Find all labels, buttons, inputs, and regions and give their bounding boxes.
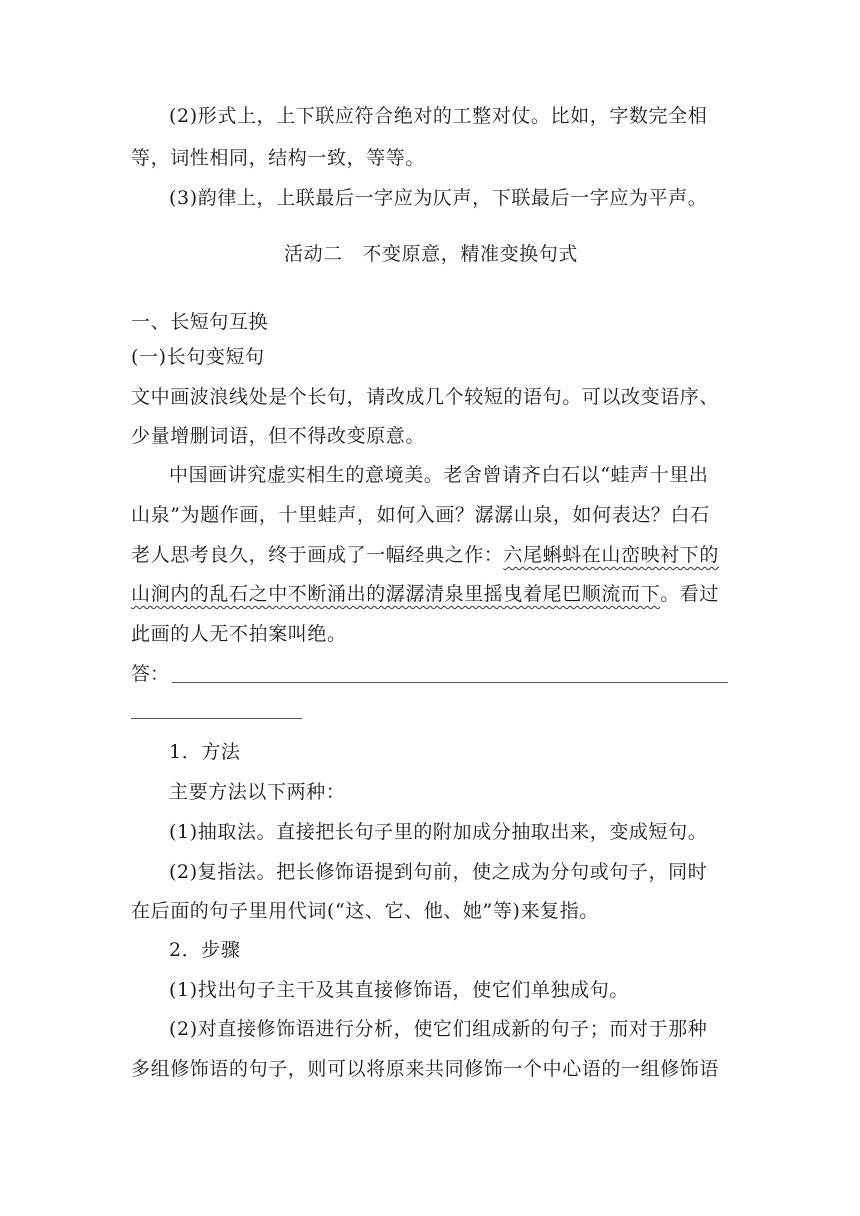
subsection-heading: (一)长句变短句 [131, 346, 265, 368]
paragraph-form-line1: (2)形式上，上下联应符合绝对的工整对仗。比如，字数完全相 [169, 105, 708, 127]
wavy-underlined-text-cont: 山涧内的乱石之中不断涌出的潺潺清泉里摇曳着尾巴顺流而下 [131, 583, 661, 605]
passage-line2: 山泉”为题作画，十里蛙声，如何入画？潺潺山泉，如何表达？白石 [131, 504, 710, 526]
passage-line4-plain: 。看过 [660, 583, 720, 605]
method-reference-line1: (2)复指法。把长修饰语提到句前，使之成为分句或句子，同时 [169, 861, 708, 883]
method-title: 1．方法 [169, 741, 241, 763]
step-two-line1: (2)对直接修饰语进行分析，使它们组成新的句子；而对于那种 [169, 1018, 708, 1040]
paragraph-form-line2: 等，词性相同，结构一致，等等。 [131, 147, 426, 169]
wavy-underlined-text: 六尾蝌蚪在山峦映衬下的 [503, 544, 720, 566]
answer-blank-line-2[interactable] [131, 718, 302, 719]
step-one: (1)找出句子主干及其直接修饰语，使它们单独成句。 [169, 979, 629, 1001]
passage-line5: 此画的人无不拍案叫绝。 [131, 623, 347, 645]
instruction-line2: 少量增删词语，但不得改变原意。 [131, 425, 426, 447]
passage-line1: 中国画讲究虚实相生的意境美。老舍曾请齐白石以“蛙声十里出 [169, 464, 709, 486]
passage-line3-plain: 老人思考良久，终于画成了一幅经典之作： [131, 544, 504, 566]
method-reference-line2: 在后面的句子里用代词(“这、它、他、她”等)来复指。 [131, 900, 599, 922]
passage-line3 [131, 543, 731, 567]
answer-label: 答： [131, 663, 170, 685]
activity-heading: 活动二 不变原意，精准变换句式 [283, 243, 578, 265]
method-intro: 主要方法以下两种： [169, 781, 346, 803]
steps-title: 2．步骤 [169, 939, 241, 961]
paragraph-rhythm: (3)韵律上，上联最后一字应为仄声，下联最后一字应为平声。 [169, 187, 708, 209]
section-heading: 一、长短句互换 [131, 311, 269, 333]
step-two-line2: 多组修饰语的句子，则可以将原来共同修饰一个中心语的一组修饰语 [131, 1058, 720, 1080]
instruction-line1: 文中画波浪线处是个长句，请改成几个较短的语句。可以改变语序、 [131, 386, 720, 408]
method-extraction: (1)抽取法。直接把长句子里的附加成分抽取出来，变成短句。 [169, 821, 708, 843]
passage-line4 [131, 582, 731, 606]
answer-blank-line-1[interactable] [172, 682, 728, 683]
